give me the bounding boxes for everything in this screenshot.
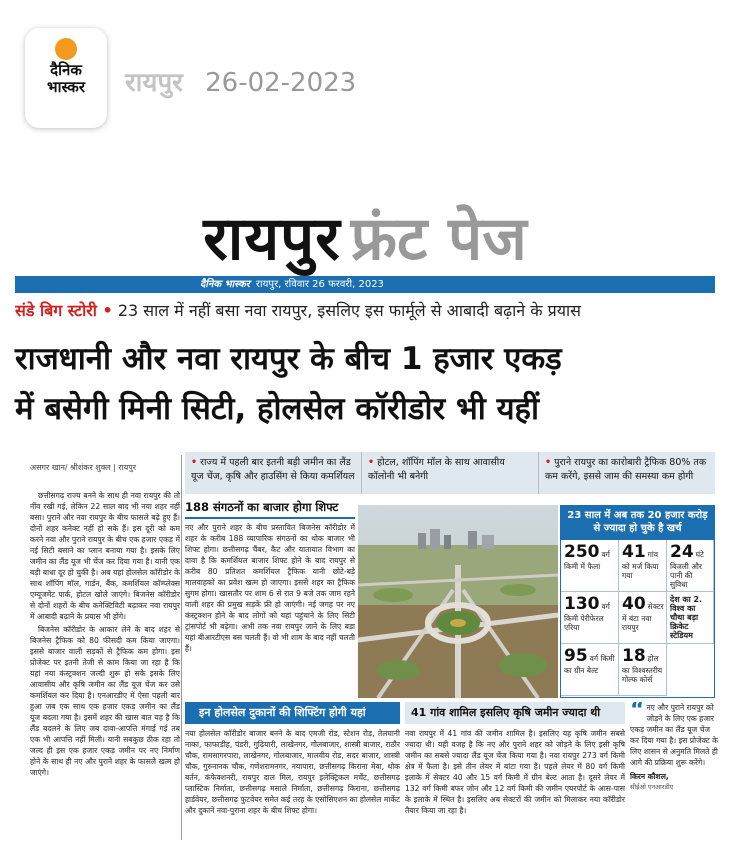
edition-city: रायपुर [125,68,183,98]
stat-cell: देश का 2. विश्व का चौथा बड़ा क्रिकेट स्टेडियम [667,592,714,644]
highlight-bullet: • पुराने रायपुर का कारोबारी ट्रैफिक 80% तक कम करेंगे, इससे जाम की समस्या कम होगी [545,457,707,482]
logo-line-1: दैनिक [50,61,82,79]
masthead-subtitle: फ्रंट पेज [350,204,527,274]
paragraph: बिजनेस कॉरीडोर के आकार लेने के बाद शहर से बिजनेस ट्रैफिक को 80 फीसदी कम किया जाएगा। इससे बाजार वाली सड़कों से ट्रैफिक कम होगा। इस प्रोजेक्ट पर इतनी तेजी से काम किया जा रहा है कि यहां नया कंस्ट्रक्शन जल्दी शुरू हो सके इसके लिए आवासीय और कृषि जमीन का लैंड यूज चेंज कर उसे कमर्शियल कर दिया है। एनआरडीए में ऐसा पहली बार हुआ जब एक साथ एक हजार एकड़ जमीन का लैंड यूज बदला गया है। इसमें शहर की खास बात यह है कि लैंड बदलने के लिए जब दावा-आपत्ति मंगाई गई तब एक भी आपत्ति नहीं मिली। यानी सबकुछ ठीक रहा तो जल्द ही इस एक हजार एकड़ जमीन पर नए निर्माण होने के साथ ही नए और पुराने शहर के फासले खत्म हो जाएंगे। [30,625,180,777]
quote-mark-icon: “ [630,702,645,723]
paragraph: छत्तीसगढ़ राज्य बनने के साथ ही नवा रायपुर की तो नींव रखी गई, लेकिन 22 साल बाद भी नया शहर नहीं बसा। पुराने और नवा रायपुर के बीच फासले बढ़े हुए हैं। दोनों शहर कनेक्ट नहीं हो सके हैं। इस दूरी को कम करने नवा और पुराने रायपुर के बीच एक हजार एकड़ में नई सिटी बसाने का प्लान बनाया गया है। इसके लिए जमीन का लैंड यूज भी चेंज कर दिया गया है। यानी एक बड़ी बाधा दूर हो चुकी है। अब यहां होलसेल कॉरीडोर के साथ शॉपिंग मॉल, गार्डन, बैंक, कमर्शियल कॉम्प्लेक्स एम्यूजमेंट पार्क, होटल खोले जाएंगे। बिजनेस कॉरीडोर से दोनों शहरों के बीच कनेक्टिविटी बढ़ाकर नवा रायपुर में आबादी बढ़ाने के प्रयास भी होंगे। [30,491,180,621]
quote-author: किरन कौशल, [630,772,669,781]
masthead-title: रायपुर [203,204,341,274]
main-headline [15,334,715,434]
kicker-text: 23 साल में नहीं बसा नवा रायपुर, इसलिए इस फार्मूले से आबादी बढ़ाने के प्रयास [117,301,581,320]
stat-cell: 130 वर्ग किमी पेरीफेरल एरिया [561,592,619,644]
page-header [0,0,730,135]
paper-name: दैनिक भास्कर [200,279,250,290]
stats-grid [561,540,714,696]
dainik-bhaskar-logo [25,28,107,128]
official-quote [630,702,720,838]
quote-role: सीईओ एनआरडीए [630,783,674,791]
subheading-wholesale-shops: इन होलसेल दुकानों की शिफ्टिंग होगी यहां [185,702,400,724]
headline-line-2: में बसेगी मिनी सिटी, होलसेल कॉरीडोर भी यहीं [15,391,540,427]
left-column-text [30,490,180,830]
stats-title: 23 साल में अब तक 20 हजार करोड़ से ज्यादा हो चुके है खर्च [561,506,714,540]
edition-dateline [125,63,356,99]
stat-cell: 250 वर्ग किमी में फैला [561,540,619,592]
paper-info-bar [15,276,715,293]
highlight-bullets [185,452,715,494]
kicker-label: संडे बिग स्टोरी • [15,301,113,320]
quote-text: नए और पुराने रायपुर को जोड़ने के लिए एक हजार एकड़ जमीन का लैंड यूज चेंज कर दिया गया है। इस प्रोजेक्ट के लिए शासन से अनुमति मिलते ही आगे की प्रक्रिया शुरू करेंगे। [630,703,718,767]
byline: असगर खान/ श्रीशंकर शुक्ल | रायपुर [30,463,137,472]
stats-box [560,505,715,698]
aerial-city-photo [358,505,558,698]
stat-cell: 41 गांव को मर्ज किया गया [619,540,667,592]
column-divider [181,455,182,840]
wholesale-shops-text: नया होलसेल कॉरीडोर बाजार बनने के बाद एमजी रोड, स्टेशन रोड, तेलघानी नाका, फाफाडीह, पंडरी, गुढ़ियारी, लाखेनगर, गोलबाजार, शास्त्री बाजार, राठौर चौक, रामसागरपारा, लाखेनगर, गोलबाजार, मालवीय रोड, सदर बाजार, शास्त्री चौक, गुरुनानक चौक, गणेशरामनगर, नयापारा, छत्तीसगढ़ किराना मेवा, थोक बर्तन, कंफेक्शनरी, रायपुर दाल मिल, रायपुर इलेक्ट्रिकल मर्चेंट, छत्तीसगढ़ प्लास्टिक निर्माता, छत्तीसगढ़ मसाले निर्माता, छत्तीसगढ़ किराना, छत्तीसगढ़ हार्डवेयर, छत्तीसगढ़ फुटवेयर समेत कई तरह के एसोसिएशन का होलसेल मार्केट और दुकानें नवा-पुराना शहर के बीच शिफ्ट होगा। [185,729,400,815]
paper-date: रायपुर, रविवार 26 फरवरी, 2023 [255,279,384,290]
subheading-market-shift: 188 संगठनों का बाजार होगा शिफ्ट [185,500,355,519]
market-shift-text: नए और पुराने शहर के बीच प्रस्तावित बिजनेस कॉरीडोर में शहर के करीब 188 व्यापारिक संगठनों का थोक बाजार भी शिफ्ट होगा। छत्तीसगढ़ चैंबर, कैट और यातायात विभाग का दावा है कि कमर्शियल बाजार शिफ्ट होने के बाद रायपुर से करीब 80 प्रतिशत कमर्शियल ट्रैफिक यानी छोटे-बड़े मालवाहकों का प्रवेश खत्म हो जाएगा। इससे शहर का ट्रैफिक सुगम होगा। खासतौर पर शाम 6 से रात 9 बजे तक जाम रहने वाली शहर की प्रमुख सड़कें फ्री हो जाएंगी। नई जगह पर नए कंस्ट्रक्शन होने के बाद लोगों को यहां पहुंचाने के लिए सिटी ट्रांसपोर्ट भी बढ़ेगा। अभी तक नवा रायपुर जाने के लिए बड़ा यहां बीआरटीएस बस चलती हैं। वो भी शाम के बाद नहीं चलती हैं। [185,523,355,653]
edition-date: 26-02-2023 [205,68,357,98]
villages-text: नवा रायपुर में 41 गांव की जमीन शामिल है। इसलिए यह कृषि जमीन सबसे ज्यादा थी। यही वजह है कि नए और पुराने शहर को जोड़ने के लिए इसी कृषि जमीन का सबसे ज्यादा लैंड यूज चेंज किया गया है। नवा रायपुर 273 वर्ग किमी क्षेत्र में फैला है। इसे तीन लेयर में बांटा गया है। पहले लेयर में 80 वर्ग किमी इलाके में सेक्टर 40 और 15 वर्ग किमी में ग्रीन बेल्ट आता है। दूसरे लेयर में 132 वर्ग किमी बफर जोन और 12 वर्ग किमी की जमीन एयरपोर्ट के आस-पास के इलाके में स्थित है। इसलिए अब सेक्टरों की जमीन को मिलाकर नया कॉरीडोर तैयार किया जा रहा है। [405,729,625,815]
stat-cell: 24 घंटे बिजली और पानी की सुविधा [667,540,714,592]
stat-cell: 95 वर्ग किमी का ग्रीन बेल्ट [561,644,619,696]
subheading-villages: 41 गांव शामिल इसलिए कृषि जमीन ज्यादा थी [405,702,625,724]
stat-cell: 40 सेक्टर में बंटा नवा रायपुर [619,592,667,644]
highlight-bullet: • राज्य में पहली बार इतनी बड़ी जमीन का लैंड यूज चेंज, कृषि और हाउसिंग से किया कमर्शियल [185,452,362,494]
sun-icon [55,38,77,60]
masthead [0,195,730,277]
story-kicker [15,300,715,322]
headline-line-1: राजधानी और नवा रायपुर के बीच 1 हजार एकड़ [15,341,562,377]
stat-cell: 18 होल का विश्वस्तरीय गोल्फ कोर्स [619,644,667,696]
logo-line-2: भास्कर [47,78,85,96]
highlight-bullet: • होटल, शॉपिंग मॉल के साथ आवासीय कॉलोनी भी बनेगी [362,452,539,494]
